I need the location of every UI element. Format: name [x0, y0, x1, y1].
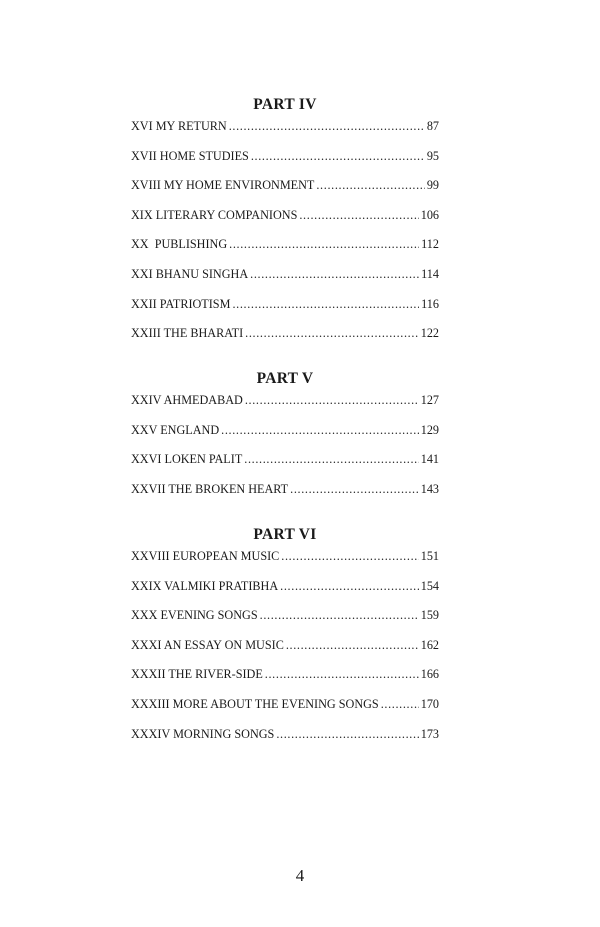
toc-entry-title: XXI BHANU SINGHA: [131, 266, 249, 281]
toc-entry-title: XX PUBLISHING: [131, 237, 228, 252]
toc-list: [131, 548, 439, 755]
toc-entry: [131, 607, 439, 637]
toc-entry-title: XXVII THE BROKEN HEART: [131, 481, 289, 496]
dot-leader: [260, 607, 419, 623]
toc-entry-page: 112: [421, 237, 439, 252]
toc-entry-title: XXV ENGLAND: [131, 422, 220, 437]
toc-entry: [131, 422, 439, 452]
dot-leader: [290, 481, 419, 497]
toc-entry: [131, 666, 439, 696]
toc-entry-page: 143: [420, 481, 439, 496]
toc-entry: [131, 207, 439, 237]
part-title: PART IV: [253, 96, 317, 113]
toc-entry: [131, 451, 439, 481]
dot-leader: [276, 726, 418, 742]
dot-leader: [245, 325, 419, 341]
page-number: 4: [295, 866, 305, 885]
toc-entry-page: 170: [420, 696, 439, 711]
toc-entry-page: 106: [420, 207, 439, 222]
dot-leader: [251, 148, 425, 164]
toc-entry-title: XXXIV MORNING SONGS: [131, 726, 275, 741]
toc-entry: [131, 481, 439, 511]
toc-entry-page: 99: [426, 178, 439, 193]
toc-entry-page: 127: [420, 393, 439, 407]
dot-leader: [381, 696, 419, 712]
toc-entry-title: XXXIII MORE ABOUT THE EVENING SONGS: [131, 696, 379, 711]
toc-entry-title: XXXI AN ESSAY ON MUSIC: [131, 637, 284, 652]
dot-leader: [250, 266, 419, 282]
toc-entry-title: XVIII MY HOME ENVIRONMENT: [131, 178, 315, 193]
toc-entry-title: XXIV AHMEDABAD: [131, 393, 243, 407]
toc-entry: [131, 236, 439, 266]
toc-entry: [131, 696, 439, 726]
toc-entry-page: 114: [421, 266, 439, 281]
toc-entry-title: XIX LITERARY COMPANIONS: [131, 207, 298, 222]
toc-entry: [131, 548, 439, 578]
toc-entry: [131, 266, 439, 296]
part-vi-section: [131, 524, 439, 755]
toc-entry-title: XXIII THE BHARATI: [131, 326, 244, 341]
dot-leader: [229, 236, 419, 252]
toc-entry-page: 151: [420, 549, 439, 563]
dot-leader: [316, 177, 424, 193]
toc-entry-title: XXVIII EUROPEAN MUSIC: [131, 549, 280, 563]
toc-entry-title: XXIX VALMIKI PRATIBHA: [131, 578, 279, 593]
dot-leader: [265, 666, 419, 682]
dot-leader: [286, 637, 419, 653]
toc-entry-title: XXII PATRIOTISM: [131, 296, 231, 311]
toc-entry: [131, 392, 439, 422]
part-iv-section: [131, 94, 439, 355]
toc-entry: [131, 148, 439, 178]
toc-entry-page: 162: [420, 637, 439, 652]
toc-entry: [131, 578, 439, 608]
toc-entry: [131, 118, 439, 148]
dot-leader: [232, 296, 419, 312]
toc-entry-page: 122: [420, 326, 439, 341]
toc-entry-page: 129: [420, 422, 439, 437]
toc-entry-page: 116: [421, 296, 439, 311]
dot-leader: [221, 422, 419, 438]
toc-entry-page: 95: [426, 148, 439, 163]
toc-entry-page: 159: [420, 608, 439, 623]
toc-entry-title: XXXII THE RIVER-SIDE: [131, 667, 263, 682]
dot-leader: [244, 451, 418, 467]
dot-leader: [245, 392, 419, 408]
part-title: PART V: [256, 370, 314, 387]
toc-entry: [131, 637, 439, 667]
toc-entry-page: 166: [420, 667, 439, 682]
toc-list: [131, 118, 439, 355]
toc-entry-page: 173: [420, 726, 439, 741]
toc-entry: [131, 325, 439, 355]
part-v-section: [131, 368, 439, 510]
toc-entry-title: XXX EVENING SONGS: [131, 608, 258, 623]
toc-entry-title: XXVI LOKEN PALIT: [131, 452, 243, 467]
dot-leader: [281, 548, 418, 564]
toc-entry-page: 141: [420, 452, 439, 467]
toc-entry-title: XVII HOME STUDIES: [131, 148, 249, 163]
part-title: PART VI: [253, 526, 317, 543]
toc-entry-title: XVI MY RETURN: [131, 119, 227, 133]
dot-leader: [299, 207, 418, 223]
toc-entry-page: 154: [420, 578, 439, 593]
toc-entry: [131, 296, 439, 326]
toc-entry: [131, 177, 439, 207]
dot-leader: [229, 118, 425, 134]
toc-list: [131, 392, 439, 510]
toc-entry: [131, 726, 439, 756]
toc-entry-page: 87: [426, 119, 439, 133]
dot-leader: [280, 578, 419, 594]
